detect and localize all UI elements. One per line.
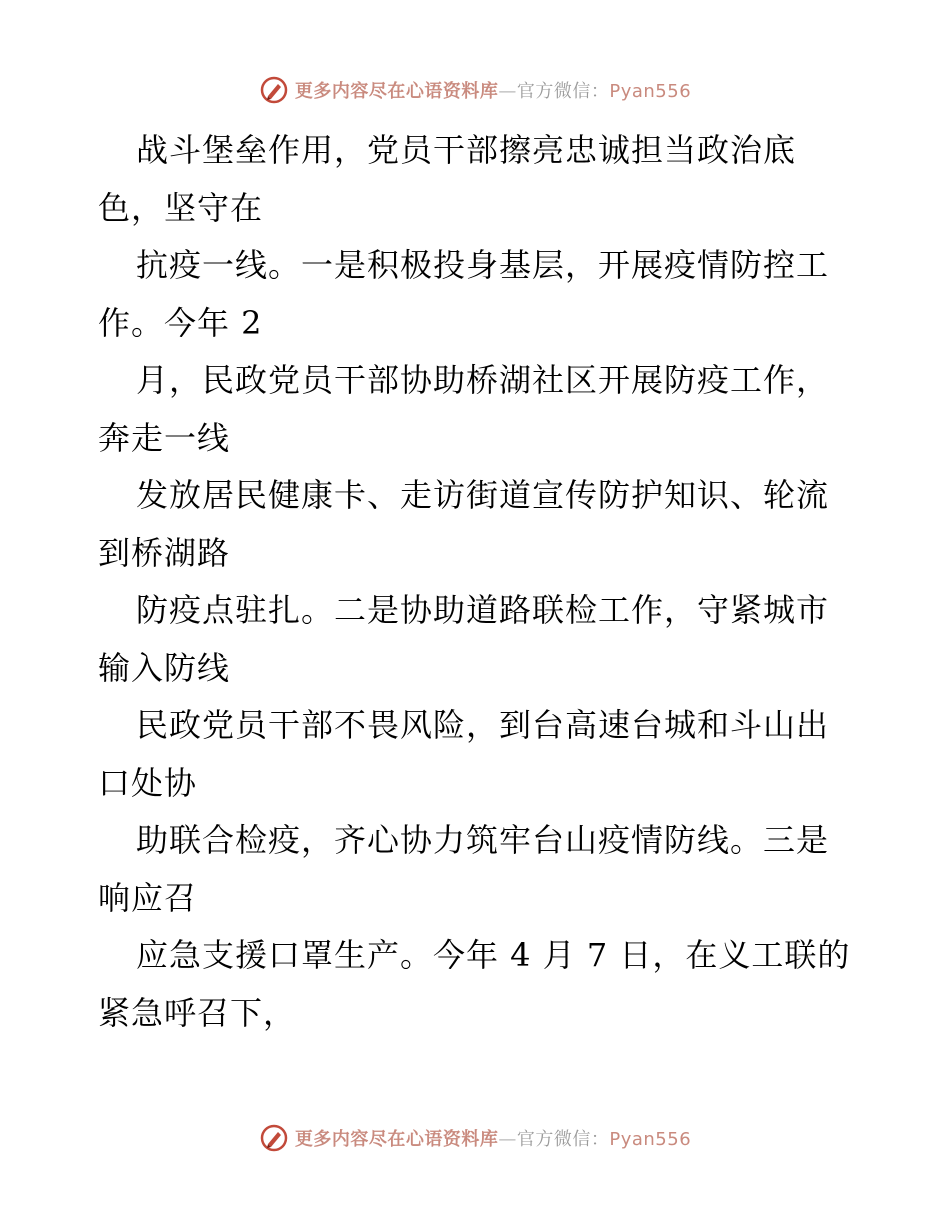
watermark-dash: —	[498, 81, 517, 102]
text-line: 到桥湖路	[98, 533, 231, 572]
footer-watermark	[0, 1120, 950, 1156]
text-line: 应急支援口罩生产。今年 4 月 7 日，在义工联的	[136, 936, 851, 974]
text-line: 紧急呼召下，	[98, 993, 297, 1032]
text-line: 作。今年 2	[98, 303, 263, 342]
text-line: 民政党员干部不畏风险，到台高速台城和斗山出	[136, 706, 830, 744]
header-watermark	[0, 72, 950, 108]
pen-logo-icon	[259, 75, 289, 105]
watermark-id: Pyan556	[609, 1129, 692, 1150]
text-line: 口处协	[98, 763, 198, 802]
text-line: 月，民政党员干部协助桥湖社区开展防疫工作，	[136, 361, 830, 399]
text-line: 发放居民健康卡、走访街道宣传防护知识、轮流	[136, 476, 830, 514]
watermark-id: Pyan556	[609, 81, 692, 102]
text-line: 响应召	[98, 878, 198, 917]
pen-logo-icon	[259, 1123, 289, 1153]
text-line: 输入防线	[98, 648, 231, 687]
document-body	[98, 122, 858, 1042]
watermark-site: 更多内容尽在心语资料库	[294, 81, 499, 102]
watermark-label: 官方微信：	[516, 81, 610, 102]
watermark-dash: —	[498, 1129, 517, 1150]
text-line: 奔走一线	[98, 418, 231, 457]
watermark-site: 更多内容尽在心语资料库	[294, 1129, 499, 1150]
text-line: 战斗堡垒作用，党员干部擦亮忠诚担当政治底	[136, 131, 797, 169]
text-line: 防疫点驻扎。二是协助道路联检工作，守紧城市	[136, 591, 830, 629]
text-line: 色，坚守在	[98, 188, 264, 227]
text-line: 助联合检疫，齐心协力筑牢台山疫情防线。三是	[136, 821, 830, 859]
text-line: 抗疫一线。一是积极投身基层，开展疫情防控工	[136, 246, 830, 284]
watermark-label: 官方微信：	[516, 1129, 610, 1150]
